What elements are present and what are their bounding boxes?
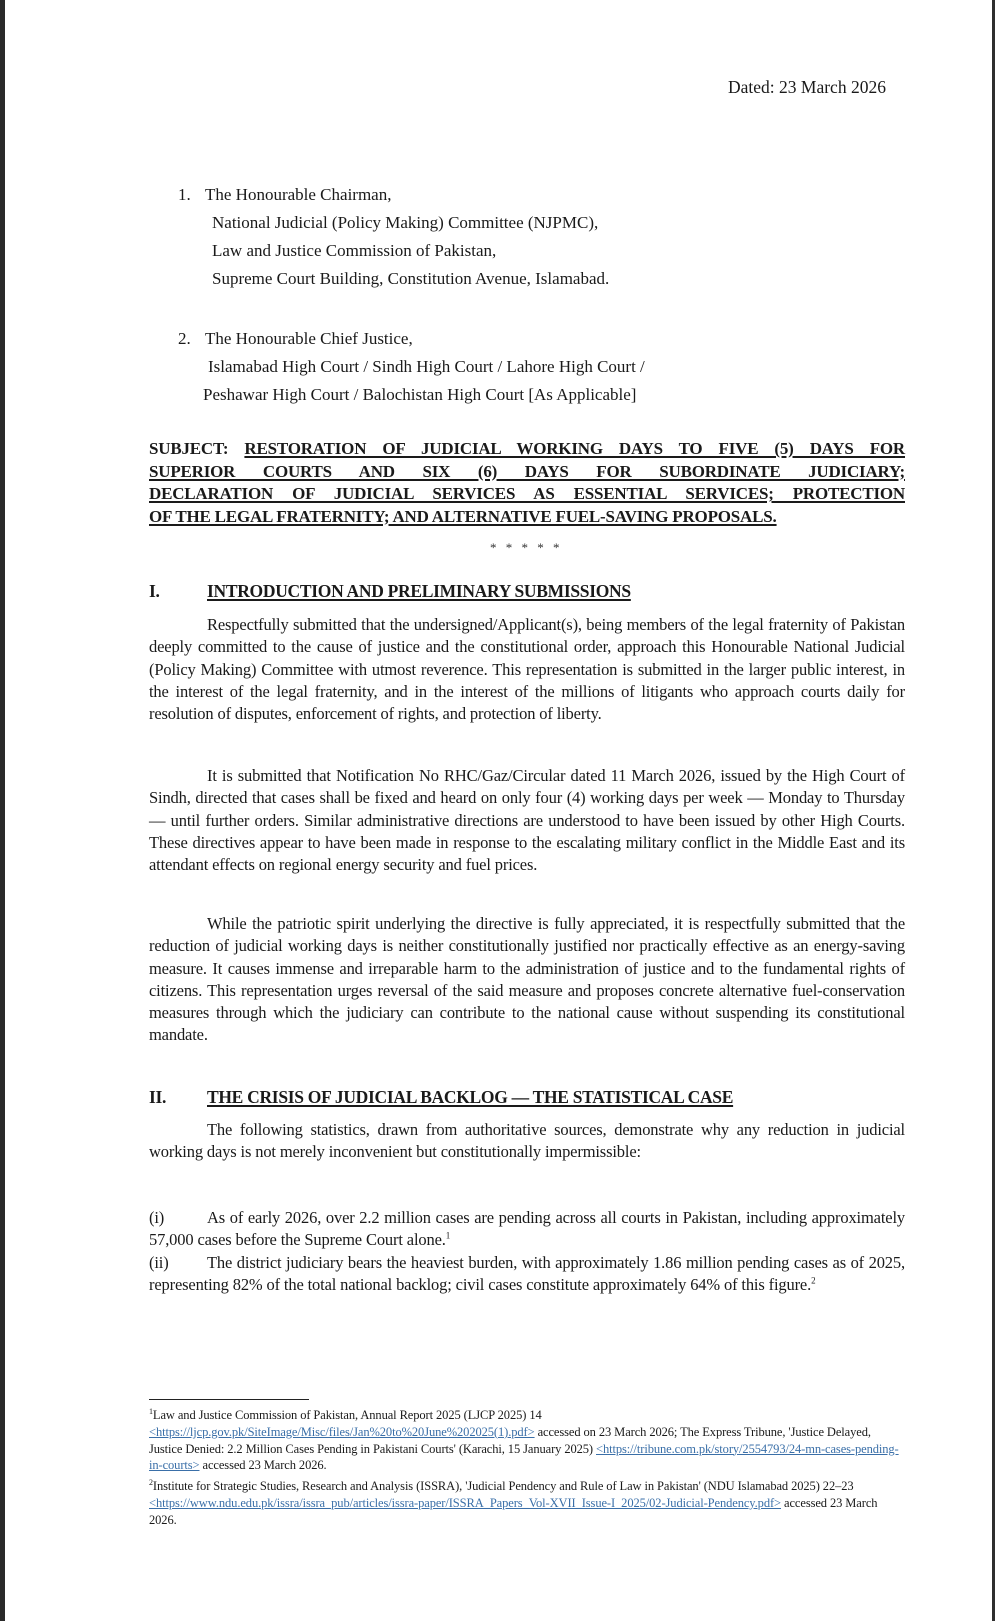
footnote-text: Law and Justice Commission of Pakistan, Annual Report 2025 (LJCP 2025) 14 — [152, 1408, 542, 1422]
addressee-1 — [178, 181, 609, 293]
list-item-label: (ii) — [149, 1253, 169, 1272]
list-item-label: (i) — [149, 1208, 165, 1227]
paragraph: The following statistics, drawn from authoritative sources, demonstrate why any reduction in judicial working days is not merely inconvenient but constitutionally impermissible: — [149, 1120, 905, 1162]
addressee-line: Peshawar High Court / Balochistan High Court [As Applicable] — [203, 385, 637, 404]
list-item — [149, 1207, 905, 1252]
footnote-number: 2 — [149, 1477, 153, 1487]
addressee-number: 2. — [178, 329, 191, 348]
section-number: I. — [149, 581, 160, 601]
section-heading-2 — [149, 1087, 733, 1108]
footnote-link[interactable]: <https://www.ndu.edu.pk/issra/issra_pub/articles/issra-paper/ISSRA_Papers_Vol-XVII_Issue-I_2025/02-Judicial-Pendency.pdf> — [149, 1495, 781, 1510]
footnote-link[interactable]: <https://tribune.com.pk/story/2554793/24-mn-cases-pending-in-courts> — [149, 1441, 899, 1473]
list-item — [149, 1252, 905, 1297]
paragraph: It is submitted that Notification No RHC/Gaz/Circular dated 11 March 2026, issued by the High Court of Sindh, directed that cases shall be fixed and heard on only four (4) working days per week — Monday to Thursday — until further orders. Similar administrative directions are understood to have been issued by other High Courts. These directives appear to have been made in response to the escalating military conflict in the Middle East and its attendant effects on regional energy security and fuel prices. — [149, 766, 905, 875]
separator-stars: * * * * * — [490, 540, 563, 555]
addressee-line: Law and Justice Commission of Pakistan, — [212, 241, 497, 260]
footnote-ref[interactable]: 1 — [445, 1230, 451, 1241]
addressee-2 — [178, 325, 645, 409]
addressee-line: National Judicial (Policy Making) Committee (NJPMC), — [212, 213, 599, 232]
subject-block — [149, 438, 905, 528]
addressee-line: The Honourable Chief Justice, — [205, 329, 413, 348]
footnote-link[interactable]: <https://ljcp.gov.pk/SiteImage/Misc/files/Jan%20to%20June%202025(1).pdf> — [149, 1424, 535, 1439]
paragraph: While the patriotic spirit underlying the directive is fully appreciated, it is respectfully submitted that the reduction of judicial working days is neither constitutionally justified nor practically effective as an energy-saving measure. It causes immense and irreparable harm to the administration of justice and to the fundamental rights of citizens. This representation urges reversal of the said measure and proposes concrete alternative fuel-conservation measures through which the judiciary can contribute to the national cause without suspending its constitutional mandate. — [149, 914, 905, 1045]
footnote-number: 1 — [149, 1406, 153, 1416]
section-number: II. — [149, 1087, 167, 1107]
footnote-ref[interactable]: 2 — [811, 1275, 816, 1286]
footnote-text: Institute for Strategic Studies, Research and Analysis (ISSRA), 'Judicial Pendency and Rule of Law in Pakistan' (NDU Islamabad 2025) 22–23 — [152, 1479, 854, 1493]
addressee-line: The Honourable Chairman, — [205, 185, 392, 204]
footnote-text: accessed on 23 March 2026; The Express Tribune, 'Justice Delayed, Justice Denied: 2.2 Million Cases Pending in Pakistani Courts' (Karachi, 15 January 2025) — [149, 1424, 871, 1456]
subject-label: SUBJECT: — [149, 439, 229, 458]
addressee-line: Supreme Court Building, Constitution Avenue, Islamabad. — [212, 269, 610, 288]
section-heading-1 — [149, 581, 631, 602]
subject-line: DECLARATION OF JUDICIAL SERVICES AS ESSENTIAL SERVICES; PROTECTION — [149, 484, 905, 503]
subject-line: OF THE LEGAL FRATERNITY; AND ALTERNATIVE FUEL-SAVING PROPOSALS. — [149, 506, 777, 526]
subject-line: SUPERIOR COURTS AND SIX (6) DAYS FOR SUBORDINATE JUDICIARY; — [149, 461, 905, 481]
footnote-text: accessed 23 March 2026. — [149, 1495, 878, 1527]
list-item-text: The district judiciary bears the heaviest burden, with approximately 1.86 million pending cases as of 2025, representing 82% of the total national backlog; civil cases constitute approximately 64% of this figure. — [149, 1253, 905, 1295]
footnote-1 — [149, 1407, 905, 1474]
footnote-divider — [149, 1399, 309, 1400]
addressee-number: 1. — [178, 185, 191, 204]
section-title: INTRODUCTION AND PRELIMINARY SUBMISSIONS — [207, 581, 631, 601]
section-title: THE CRISIS OF JUDICIAL BACKLOG — THE STATISTICAL CASE — [207, 1087, 734, 1107]
list-item-text: As of early 2026, over 2.2 million cases are pending across all courts in Pakistan, including approximately 57,000 cases before the Supreme Court alone. — [149, 1208, 905, 1250]
addressee-line: Islamabad High Court / Sindh High Court / Lahore High Court / — [208, 357, 645, 376]
subject-line: RESTORATION OF JUDICIAL WORKING DAYS TO FIVE (5) DAYS FOR — [244, 439, 905, 458]
footnote-text: accessed 23 March 2026. — [199, 1458, 327, 1473]
footnote-2 — [149, 1478, 905, 1528]
paragraph: Respectfully submitted that the undersigned/Applicant(s), being members of the legal fraternity of Pakistan deeply committed to the cause of justice and the constitutional order, approach this Honourable National Judicial (Policy Making) Committee with utmost reverence. This representation is submitted in the larger public interest, in the interest of the legal fraternity, and in the interest of the millions of litigants who approach courts daily for resolution of disputes, enforcement of rights, and protection of liberty. — [149, 615, 905, 724]
document-date: Dated: 23 March 2026 — [728, 77, 886, 97]
